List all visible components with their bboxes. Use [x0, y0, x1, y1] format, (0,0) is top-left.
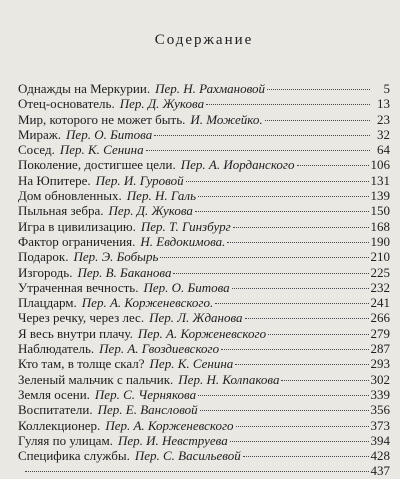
page-number: 428: [370, 448, 390, 464]
page-number: 32: [377, 126, 390, 142]
entry-title: Зеленый мальчик с пальчик.: [18, 371, 174, 387]
dot-leader: [195, 211, 369, 212]
page-number: 139: [370, 188, 390, 204]
entry-title: Плацдарм.: [18, 295, 77, 311]
page-number: 293: [370, 356, 390, 372]
entry-title: Фактор ограничения.: [18, 233, 136, 249]
entry-title: Отец-основатель.: [18, 96, 115, 112]
toc-entry: [18, 310, 390, 325]
page-number: 150: [370, 203, 390, 219]
page-number: 64: [377, 142, 390, 158]
page-number: 131: [370, 172, 390, 188]
toc-entry: [18, 249, 390, 264]
entry-title: Земля осени.: [18, 386, 90, 402]
dot-leader: [236, 426, 369, 427]
entry-translator: Пер. А. Гвоздиевского: [99, 341, 220, 357]
dot-leader: [268, 334, 368, 335]
dot-leader: [235, 364, 368, 365]
page-number: 394: [370, 432, 390, 448]
entry-translator: Пер. Д. Жукова: [108, 203, 193, 219]
dot-leader: [200, 410, 369, 411]
entry-title: Изгородь.: [18, 264, 73, 280]
dot-leader: [297, 165, 369, 166]
entry-translator: Пер. К. Сенина: [149, 356, 234, 372]
entry-translator: Пер. Е. Вансловой: [97, 402, 198, 418]
entry-title: Поколение, достигшее цели.: [18, 157, 176, 173]
entry-title: Наблюдатель.: [18, 341, 95, 357]
dot-leader: [25, 471, 369, 472]
page-number: 241: [370, 295, 390, 311]
entry-title: Я весь внутри плачу.: [18, 325, 133, 341]
entry-translator: Пер. Д. Жукова: [119, 96, 205, 112]
toc-entry: [18, 418, 390, 433]
dot-leader: [233, 227, 369, 228]
entry-title: Специфика службы.: [18, 448, 130, 464]
toc-entry: [18, 433, 390, 448]
entry-translator: Пер. Л. Жданова: [149, 310, 243, 326]
dot-leader: [245, 318, 369, 319]
page-number: 373: [370, 417, 390, 433]
entry-translator: Пер. А. Иорданского: [180, 157, 295, 173]
toc-entry: [18, 463, 390, 478]
entry-title: Подарок.: [18, 249, 69, 265]
dot-leader: [267, 89, 370, 90]
entry-title: Утраченная вечность.: [18, 279, 139, 295]
entry-title: Дом обновленных.: [18, 188, 122, 204]
dot-leader: [160, 257, 368, 258]
entry-title: Коллекционер.: [18, 417, 101, 433]
toc-entry: [18, 356, 390, 371]
entry-title: Игра в цивилизацию.: [18, 218, 136, 234]
entry-title: Мир, которого не может быть.: [18, 111, 186, 127]
page-number: 23: [377, 111, 390, 127]
toc-entry: [18, 280, 390, 295]
page-number: 232: [370, 279, 390, 295]
dot-leader: [154, 135, 370, 136]
toc-entry: [18, 81, 390, 96]
dot-leader: [243, 456, 369, 457]
entry-title: Кто там, в толще скал?: [18, 356, 145, 372]
page-number: 266: [370, 310, 390, 326]
entry-title: Гуляя по улицам.: [18, 432, 113, 448]
toc-entry: [18, 188, 390, 203]
dot-leader: [206, 104, 370, 105]
page-number: 168: [370, 218, 390, 234]
toc-entry: [18, 127, 390, 142]
dot-leader: [146, 150, 370, 151]
toc-entry: [18, 142, 390, 157]
entry-title: Через речку, через лес.: [18, 310, 145, 326]
page-title: Содержание: [154, 32, 254, 48]
dot-leader: [198, 395, 368, 396]
page-number: 302: [370, 371, 390, 387]
dot-leader: [265, 120, 370, 121]
toc-entry: [18, 96, 390, 111]
entry-translator: Пер. С. Чернякова: [94, 386, 197, 402]
dot-leader: [221, 349, 368, 350]
entry-title: Воспитатели.: [18, 402, 93, 418]
page-number: 190: [370, 233, 390, 249]
entry-translator: Пер. Т. Гинзбург: [140, 218, 231, 234]
entry-translator: Пер. А. Корженевского.: [81, 295, 214, 311]
toc-entry: [18, 295, 390, 310]
toc-entry: [18, 372, 390, 387]
page-number: 5: [383, 81, 390, 96]
page-number: 210: [370, 249, 390, 265]
entry-title: Пыльная зебра.: [18, 203, 104, 219]
entry-translator: Пер. В. Баканова: [77, 264, 172, 280]
entry-translator: И. Можейко.: [190, 111, 263, 127]
toc-entry: [18, 387, 390, 402]
dot-leader: [215, 303, 368, 304]
dot-leader: [198, 196, 369, 197]
entry-translator: Пер. Н. Галь: [126, 188, 196, 204]
page-number: 287: [370, 341, 390, 357]
entry-translator: Пер. И. Гуровой: [95, 172, 184, 188]
page-number: 106: [370, 157, 390, 173]
entry-translator: Пер. А. Корженевского: [105, 417, 234, 433]
contents-list: [18, 81, 390, 479]
toc-entry: [18, 402, 390, 417]
entry-translator: Пер. Э. Бобырь: [73, 249, 159, 265]
toc-entry: [18, 326, 390, 341]
entry-translator: Пер. О. Битова: [66, 126, 153, 142]
page-number: 437: [370, 463, 390, 479]
entry-translator: Пер. С. Васильевой: [134, 448, 241, 464]
toc-entry: [18, 265, 390, 280]
entry-translator: Пер. Н. Колпакова: [178, 371, 280, 387]
entry-title: Однажды на Меркурии.: [18, 81, 151, 96]
toc-entry: [18, 157, 390, 172]
page-number: 13: [377, 96, 390, 112]
entry-translator: Пер. К. Сенина: [59, 142, 144, 158]
toc-entry: [18, 448, 390, 463]
dot-leader: [232, 288, 369, 289]
page-number: 339: [370, 386, 390, 402]
entry-translator: Пер. Н. Рахмановой: [155, 81, 266, 96]
dot-leader: [227, 242, 368, 243]
toc-entry: [18, 219, 390, 234]
toc-entry: [18, 234, 390, 249]
page-number: 279: [370, 325, 390, 341]
entry-translator: Пер. О. Битова: [143, 279, 230, 295]
entry-translator: Н. Евдокимова.: [140, 233, 226, 249]
page-number: 356: [370, 402, 390, 418]
dot-leader: [186, 181, 369, 182]
entry-translator: Пер. И. Невструева: [117, 432, 228, 448]
entry-title: Сосед.: [18, 142, 55, 158]
page-number: 225: [370, 264, 390, 280]
entry-translator: Пер. А. Корженевского: [137, 325, 267, 341]
entry-title: Мираж.: [18, 126, 62, 142]
toc-entry: [18, 203, 390, 218]
toc-entry: [18, 112, 390, 127]
toc-entry: [18, 341, 390, 356]
dot-leader: [173, 273, 368, 274]
dot-leader: [281, 380, 368, 381]
dot-leader: [230, 441, 369, 442]
toc-entry: [18, 173, 390, 188]
entry-title: На Юпитере.: [18, 172, 91, 188]
